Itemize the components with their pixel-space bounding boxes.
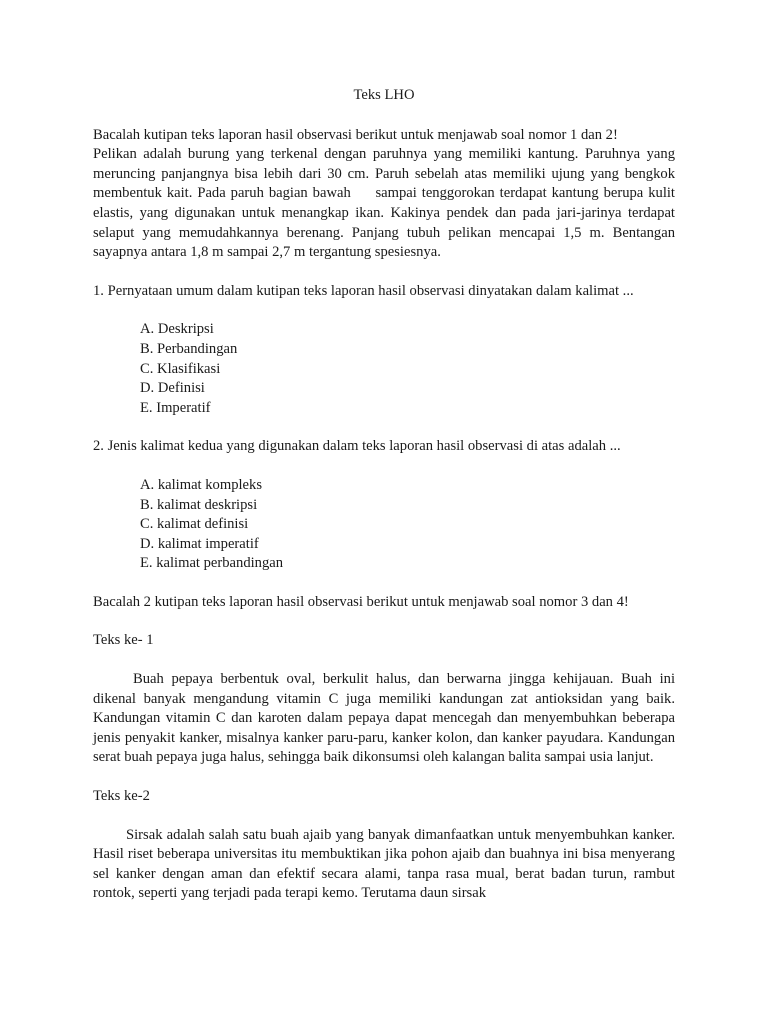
intro-instruction: Bacalah kutipan teks laporan hasil observasi berikut untuk menjawab soal nomor 1 dan 2! [93, 126, 618, 143]
document-page [93, 86, 679, 904]
question-2-options [93, 476, 675, 574]
question-2-option-b: B. kalimat deskripsi [140, 496, 258, 513]
question-2-option-d: D. kalimat imperatif [140, 535, 259, 552]
question-2-option-a: A. kalimat kompleks [140, 476, 263, 493]
question-1-option-b: B. Perbandingan [140, 340, 238, 357]
question-2: 2. Jenis kalimat kedua yang digunakan dalam teks laporan hasil observasi di atas adalah ... [93, 438, 621, 455]
question-1-options [93, 320, 675, 418]
text2-body: Sirsak adalah salah satu buah ajaib yang banyak dimanfaatkan untuk menyembuhkan kanker. Hasil riset beberapa universitas itu membuktikan jika pohon ajaib dan buahnya ini bisa menyerang sel kanker dengan aman dan efektif secara alami, tanpa rasa mual, berat badan turun, rambut rontok, seperti yang terjadi pada terapi kemo. Terutama daun sirsak [93, 826, 675, 902]
question-2-option-c: C. kalimat definisi [140, 516, 249, 533]
question-1-option-c: C. Klasifikasi [140, 360, 221, 377]
text2-heading: Teks ke-2 [93, 788, 150, 805]
question-2-option-e: E. kalimat perbandingan [140, 555, 284, 572]
text1-body: Buah pepaya berbentuk oval, berkulit halus, dan berwarna jingga kehijauan. Buah ini dikenal banyak mengandung vitamin C juga memiliki kandungan zat antioksidan yang baik. Kandungan vitamin C dan karoten dalam pepaya dapat mencegah dan menyembuhkan beberapa jenis penyakit kanker, misalnya kanker paru-paru, kanker kolon, dan kanker payudara. Kandungan serat buah pepaya juga halus, sehingga baik dikonsumsi oleh kalangan balita sampai usia lanjut. [93, 671, 675, 766]
text1-heading: Teks ke- 1 [93, 632, 154, 649]
question-1-option-e: E. Imperatif [140, 399, 211, 416]
question-1-option-d: D. Definisi [140, 380, 205, 397]
document-title: Teks LHO [353, 87, 415, 103]
intro-text: Pelikan adalah burung yang terkenal dengan paruhnya yang memiliki kantung. Paruhnya yang meruncing panjangnya bisa lebih dari 30 cm. Paruh sebelah atas memiliki ujung yang bengkok membentuk kait. Pada paruh bagian bawah sampai tenggorokan terdapat kantung berupa kulit elastis, yang digunakan untuk menangkap ikan. Kakinya pendek dan pada jari-jarinya terdapat selaput yang memudahkannya berenang. Panjang tubuh pelikan mencapai 1,5 m. Bentangan sayapnya antara 1,8 m sampai 2,7 m tergantung spesiesnya. [93, 146, 679, 261]
question-1-option-a: A. Deskripsi [140, 321, 214, 338]
question-1: 1. Pernyataan umum dalam kutipan teks laporan hasil observasi dinyatakan dalam kalimat ... [93, 282, 634, 299]
second-instruction: Bacalah 2 kutipan teks laporan hasil observasi berikut untuk menjawab soal nomor 3 dan 4! [93, 593, 629, 610]
